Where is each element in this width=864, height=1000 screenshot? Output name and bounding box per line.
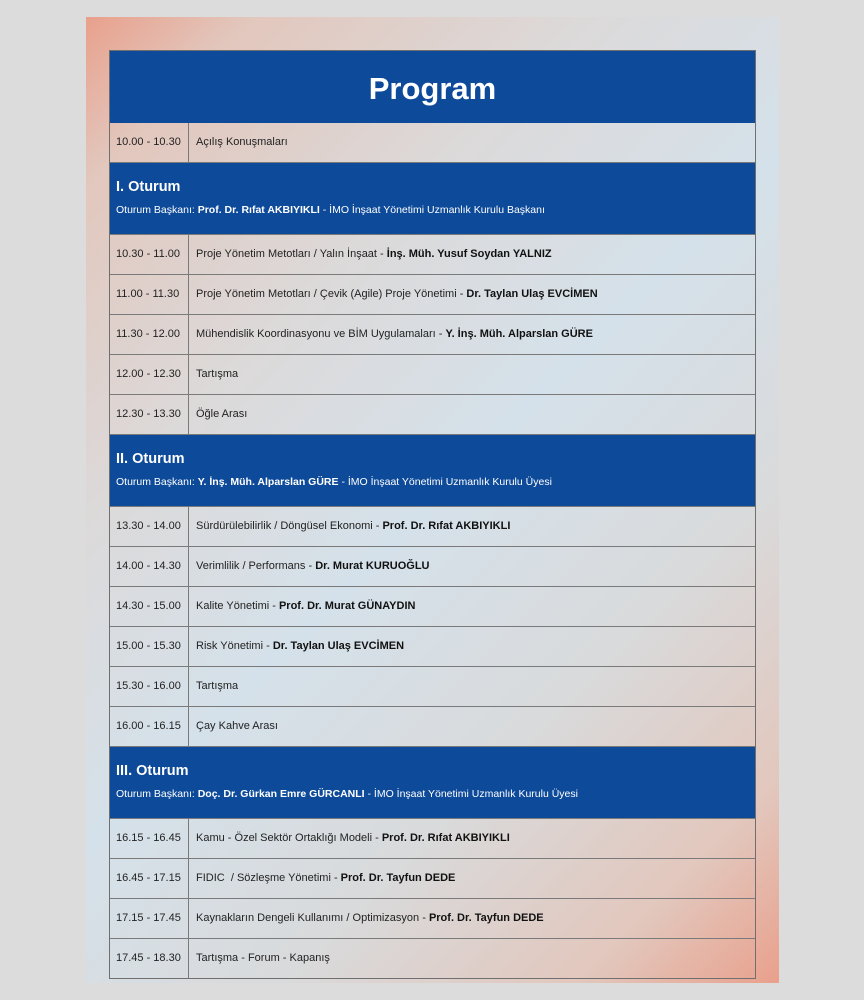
row-description [189,547,429,586]
session-header [110,435,755,507]
table-row [110,627,755,667]
table-row [110,395,755,435]
speaker-name: Y. İnş. Müh. Alparslan GÜRE [445,328,593,340]
row-time: 17.15 - 17.45 [110,899,189,938]
row-time: 15.30 - 16.00 [110,667,189,706]
chair-role: - İMO İnşaat Yönetimi Uzmanlık Kurulu Üyesi [341,476,552,488]
table-row [110,355,755,395]
row-description [189,315,593,354]
row-description: Tartışma [196,368,239,380]
table-row [110,819,755,859]
talk-title: Proje Yönetim Metotları / Çevik (Agile) Proje Yönetimi - [196,288,467,300]
row-description: Tartışma - Forum - Kapanış [196,952,330,964]
chair-name: Prof. Dr. Rıfat AKBIYIKLI [197,204,320,216]
row-description [189,235,552,274]
table-row [110,667,755,707]
speaker-name: Dr. Murat KURUOĞLU [315,560,430,572]
speaker-name: Prof. Dr. Tayfun DEDE [428,912,544,924]
row-description [189,507,510,546]
table-row [110,859,755,899]
chair-role: - İMO İnşaat Yönetimi Uzmanlık Kurulu Üyesi [367,788,578,800]
speaker-name: Prof. Dr. Rıfat AKBIYIKLI [381,832,510,844]
row-description [189,819,510,858]
talk-title: Kamu - Özel Sektör Ortaklığı Modeli - [196,832,382,844]
row-time: 14.30 - 15.00 [110,587,189,626]
speaker-name: Prof. Dr. Rıfat AKBIYIKLI [382,520,511,532]
session-header [110,163,755,235]
chair-label: Oturum Başkanı: [116,788,195,800]
table-row [110,507,755,547]
speaker-name: Dr. Taylan Ulaş EVCİMEN [272,640,405,652]
row-description: Açılış Konuşmaları [196,136,288,148]
talk-title: Sürdürülebilirlik / Döngüsel Ekonomi - [196,520,383,532]
row-description [189,627,404,666]
talk-title: Mühendislik Koordinasyonu ve BİM Uygulamaları - [196,328,446,340]
session-title: II. Oturum [116,451,185,467]
row-time: 12.30 - 13.30 [110,395,189,434]
row-description [189,859,455,898]
row-time: 13.30 - 14.00 [110,507,189,546]
row-description [189,275,598,314]
row-description [189,587,415,626]
table-row [110,547,755,587]
table-row [110,315,755,355]
session-chair [116,476,755,488]
row-time: 15.00 - 15.30 [110,627,189,666]
speaker-name: İnş. Müh. Yusuf Soydan YALNIZ [386,248,552,260]
talk-title: Proje Yönetim Metotları / Yalın İnşaat - [196,248,387,260]
row-time: 11.00 - 11.30 [110,275,189,314]
chair-name: Doç. Dr. Gürkan Emre GÜRCANLI [197,788,365,800]
row-time: 10.30 - 11.00 [110,235,189,274]
talk-title: Risk Yönetimi - [196,640,273,652]
table-row [110,235,755,275]
speaker-name: Prof. Dr. Tayfun DEDE [340,872,456,884]
talk-title: Verimlilik / Performans - [196,560,316,572]
row-time: 16.00 - 16.15 [110,707,189,746]
session-title: III. Oturum [116,763,189,779]
row-description [189,899,544,938]
session-title: I. Oturum [116,179,181,195]
talk-title: FIDIC / Sözleşme Yönetimi - [196,872,341,884]
table-row [110,707,755,747]
talk-title: Kaynakların Dengeli Kullanımı / Optimizasyon - [196,912,429,924]
session-chair [116,788,755,800]
chair-role: - İMO İnşaat Yönetimi Uzmanlık Kurulu Başkanı [322,204,545,216]
page-title: Program [110,51,755,123]
row-time: 11.30 - 12.00 [110,315,189,354]
program-poster [86,17,779,983]
row-time: 10.00 - 10.30 [110,123,189,162]
speaker-name: Prof. Dr. Murat GÜNAYDIN [278,600,416,612]
talk-title: Kalite Yönetimi - [196,600,279,612]
table-row [110,899,755,939]
row-description: Tartışma [196,680,239,692]
row-description: Çay Kahve Arası [196,720,278,732]
row-time: 16.15 - 16.45 [110,819,189,858]
row-time: 17.45 - 18.30 [110,939,189,978]
table-row [110,587,755,627]
table-row [110,939,755,978]
program-table [109,50,756,979]
chair-label: Oturum Başkanı: [116,476,195,488]
row-description: Öğle Arası [196,408,248,420]
row-time: 14.00 - 14.30 [110,547,189,586]
chair-name: Y. İnş. Müh. Alparslan GÜRE [197,476,339,488]
table-row [110,123,755,163]
chair-label: Oturum Başkanı: [116,204,195,216]
session-header [110,747,755,819]
row-time: 16.45 - 17.15 [110,859,189,898]
row-time: 12.00 - 12.30 [110,355,189,394]
speaker-name: Dr. Taylan Ulaş EVCİMEN [466,288,598,300]
table-row [110,275,755,315]
session-chair [116,204,755,216]
